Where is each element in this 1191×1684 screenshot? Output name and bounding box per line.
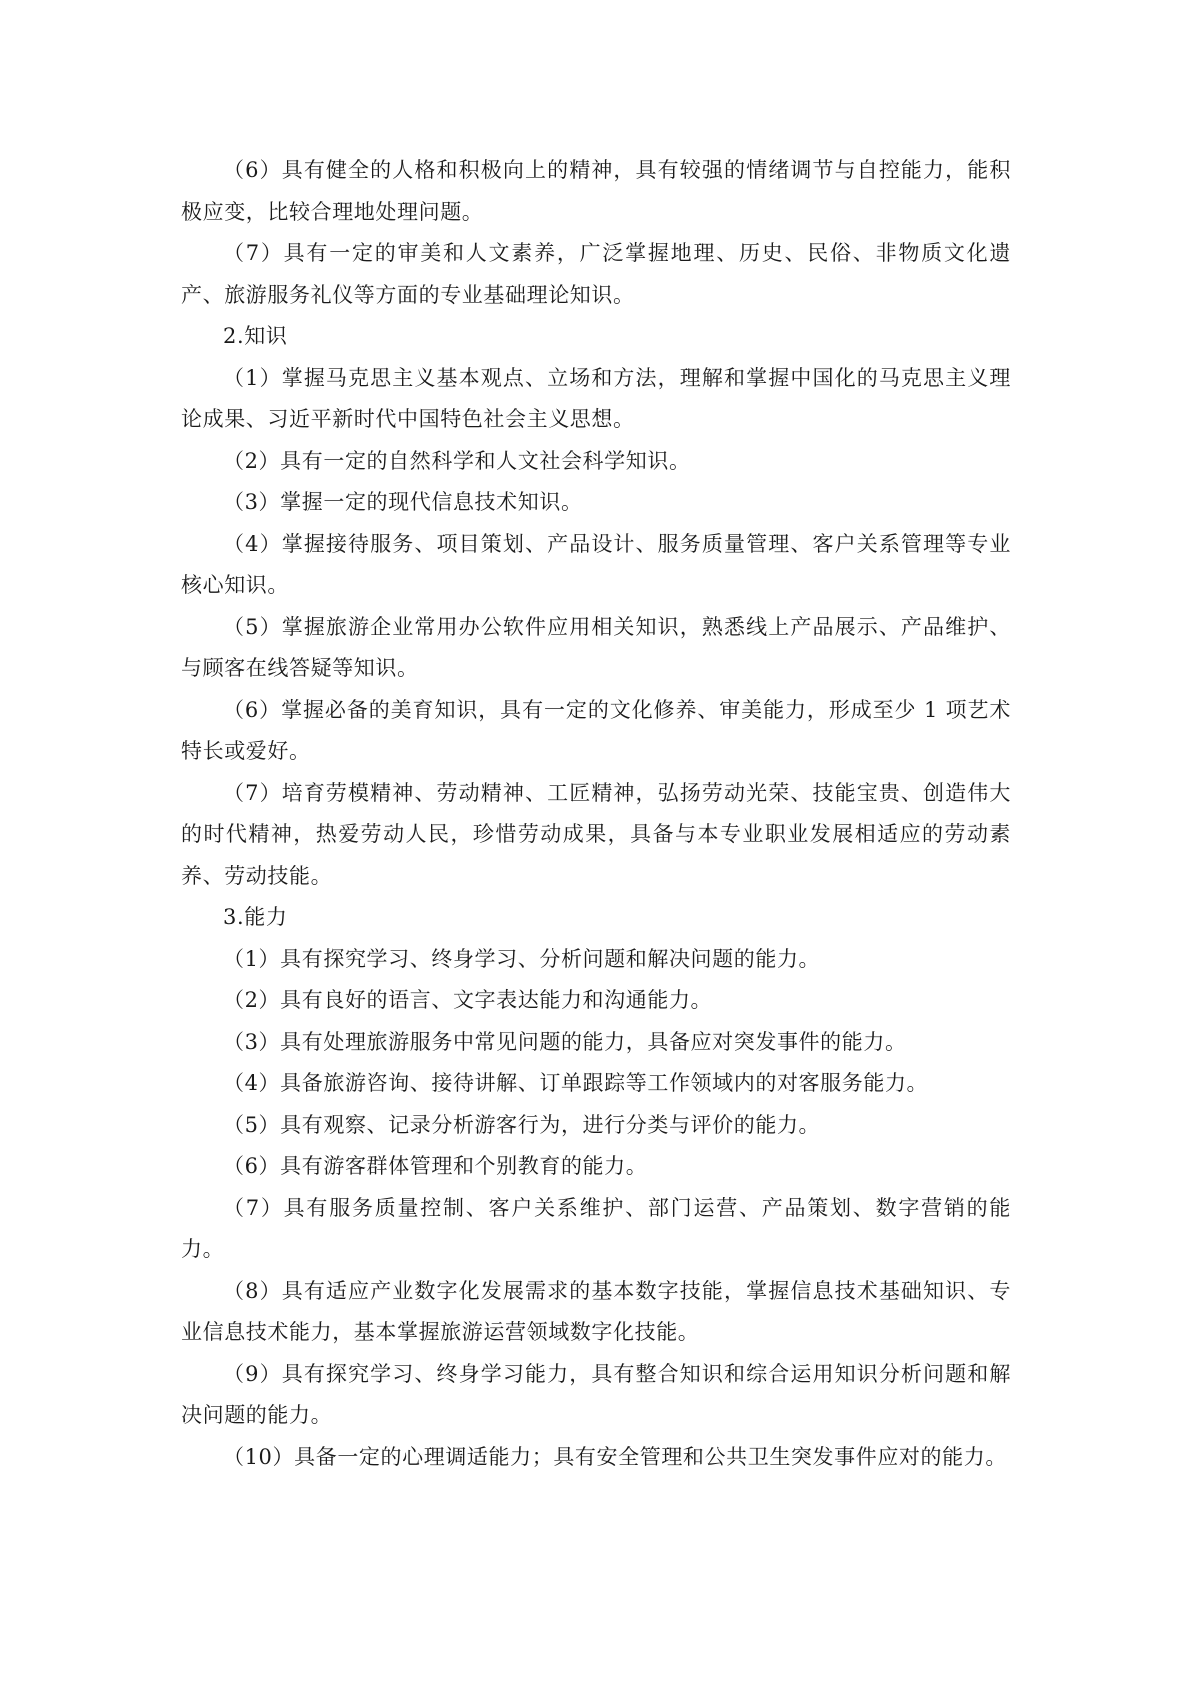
paragraph-quality-7: （7）具有一定的审美和人文素养，广泛掌握地理、历史、民俗、非物质文化遗产、旅游服务礼仪等方面的专业基础理论知识。 (181, 241, 1011, 307)
paragraph-knowledge-4: （4）掌握接待服务、项目策划、产品设计、服务质量管理、客户关系管理等专业核心知识。 (181, 531, 1011, 597)
paragraph-knowledge-6: （6）掌握必备的美育知识，具有一定的文化修养、审美能力，形成至少 1 项艺术特长或爱好。 (181, 697, 1011, 763)
paragraph-knowledge-7: （7）培育劳模精神、劳动精神、工匠精神，弘扬劳动光荣、技能宝贵、创造伟大的时代精神，热爱劳动人民，珍惜劳动成果，具备与本专业职业发展相适应的劳动素养、劳动技能。 (181, 780, 1011, 888)
paragraph-knowledge-3: （3）掌握一定的现代信息技术知识。 (223, 490, 583, 514)
paragraph-ability-7: （7）具有服务质量控制、客户关系维护、部门运营、产品策划、数字营销的能力。 (181, 1195, 1011, 1261)
paragraph-ability-5: （5）具有观察、记录分析游客行为，进行分类与评价的能力。 (223, 1112, 821, 1137)
paragraph-ability-8: （8）具有适应产业数字化发展需求的基本数字技能，掌握信息技术基础知识、专业信息技术能力，基本掌握旅游运营领域数字化技能。 (181, 1278, 1011, 1344)
paragraph-ability-10: （10）具备一定的心理调适能力；具有安全管理和公共卫生突发事件应对的能力。 (223, 1444, 1007, 1469)
paragraph-ability-1: （1）具有探究学习、终身学习、分析问题和解决问题的能力。 (223, 946, 821, 971)
paragraph-ability-3: （3）具有处理旅游服务中常见问题的能力，具备应对突发事件的能力。 (223, 1029, 907, 1054)
section-heading-ability: 3.能力 (223, 905, 288, 929)
paragraph-ability-4: （4）具备旅游咨询、接待讲解、订单跟踪等工作领域内的对客服务能力。 (223, 1071, 929, 1095)
paragraph-knowledge-5: （5）掌握旅游企业常用办公软件应用相关知识，熟悉线上产品展示、产品维护、与顾客在线答疑等知识。 (181, 614, 1011, 680)
section-heading-knowledge: 2.知识 (223, 324, 288, 348)
paragraph-ability-9: （9）具有探究学习、终身学习能力，具有整合知识和综合运用知识分析问题和解决问题的能力。 (181, 1361, 1011, 1427)
document-page (181, 150, 1011, 1478)
paragraph-ability-6: （6）具有游客群体管理和个别教育的能力。 (223, 1154, 648, 1178)
paragraph-knowledge-2: （2）具有一定的自然科学和人文社会科学知识。 (223, 448, 691, 473)
paragraph-knowledge-1: （1）掌握马克思主义基本观点、立场和方法，理解和掌握中国化的马克思主义理论成果、习近平新时代中国特色社会主义思想。 (181, 365, 1011, 431)
paragraph-quality-6: （6）具有健全的人格和积极向上的精神，具有较强的情绪调节与自控能力，能积极应变，比较合理地处理问题。 (181, 158, 1011, 224)
paragraph-ability-2: （2）具有良好的语言、文字表达能力和沟通能力。 (223, 988, 713, 1012)
